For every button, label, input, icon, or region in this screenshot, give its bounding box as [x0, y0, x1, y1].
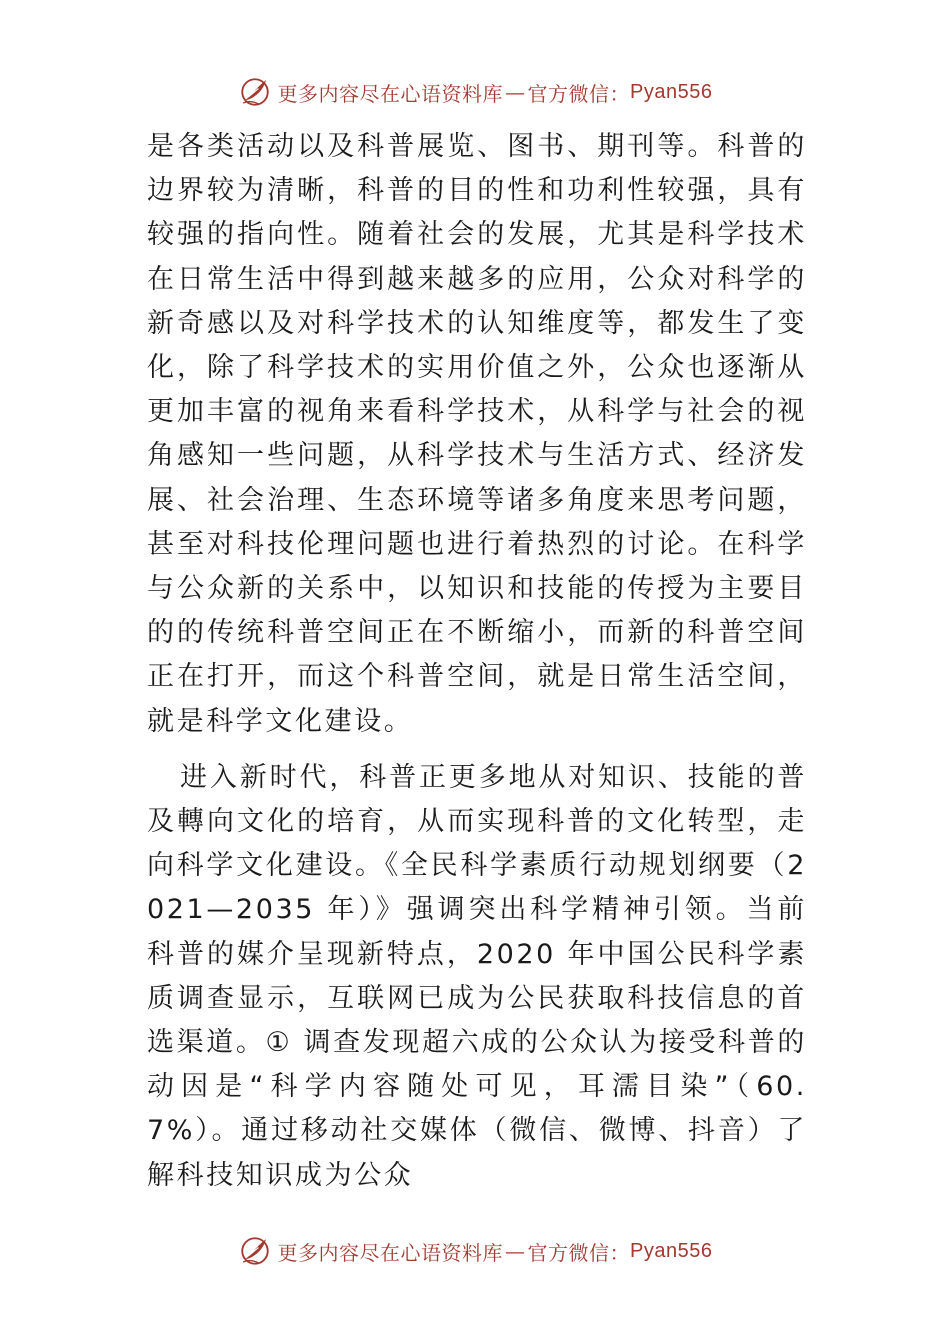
paragraph-1: 是各类活动以及科普展览、图书、期刊等。科普的边界较为清晰，科普的目的性和功利性较强，具有较强的指向性。随着社会的发展，尤其是科学技术在日常生活中得到越来越多的应用，公众对科学的新奇感以及对科学技术的认知维度等，都发生了变化，除了科学技术的实用价值之外，公众也逐渐从更加丰富的视角来看科学技术，从科学与社会的视角感知一些问题，从科学技术与生活方式、经济发展、社会治理、生态环境等诸多角度来思考问题，甚至对科技伦理问题也进行着热烈的讨论。在科学与公众新的关系中，以知识和技能的传授为主要目的的传统科普空间正在不断缩小，而新的科普空间正在打开，而这个科普空间，就是日常生活空间，就是科学文化建设。 — [147, 131, 807, 737]
watermark-suffix: 官方微信： — [527, 81, 631, 106]
watermark-separator: — — [505, 80, 526, 104]
quill-logo-icon — [238, 1234, 272, 1268]
watermark-separator: — — [505, 1239, 526, 1263]
watermark-text: 更多内容尽在心语资料库 — [277, 81, 504, 106]
paragraph-2: 进入新时代，科普正更多地从对知识、技能的普及轉向文化的培育，从而实现科普的文化转型，走向科学文化建设。《全民科学素质行动规划纲要（2021—2035 年）》强调突出科学精神引领。当前科普的媒介呈现新特点，2020 年中国公民科学素质调查显示，互联网已成为公民获取科技信息的首选渠道。① 调查发现超六成的公众认为接受科普的动因是“科学内容随处可见，耳濡目染”（60.7%）。通过移动社交媒体（微信、微博、抖音）了解科技知识成为公众 — [147, 761, 807, 1191]
header-watermark — [0, 72, 950, 112]
watermark-text: 更多内容尽在心语资料库 — [277, 1240, 504, 1265]
watermark-wechat-id: Pyan556 — [630, 1239, 713, 1262]
watermark-suffix: 官方微信： — [527, 1240, 631, 1265]
footer-watermark — [0, 1231, 950, 1271]
quill-logo-icon — [238, 75, 272, 109]
watermark-wechat-id: Pyan556 — [630, 80, 713, 103]
document-body — [147, 125, 807, 1198]
